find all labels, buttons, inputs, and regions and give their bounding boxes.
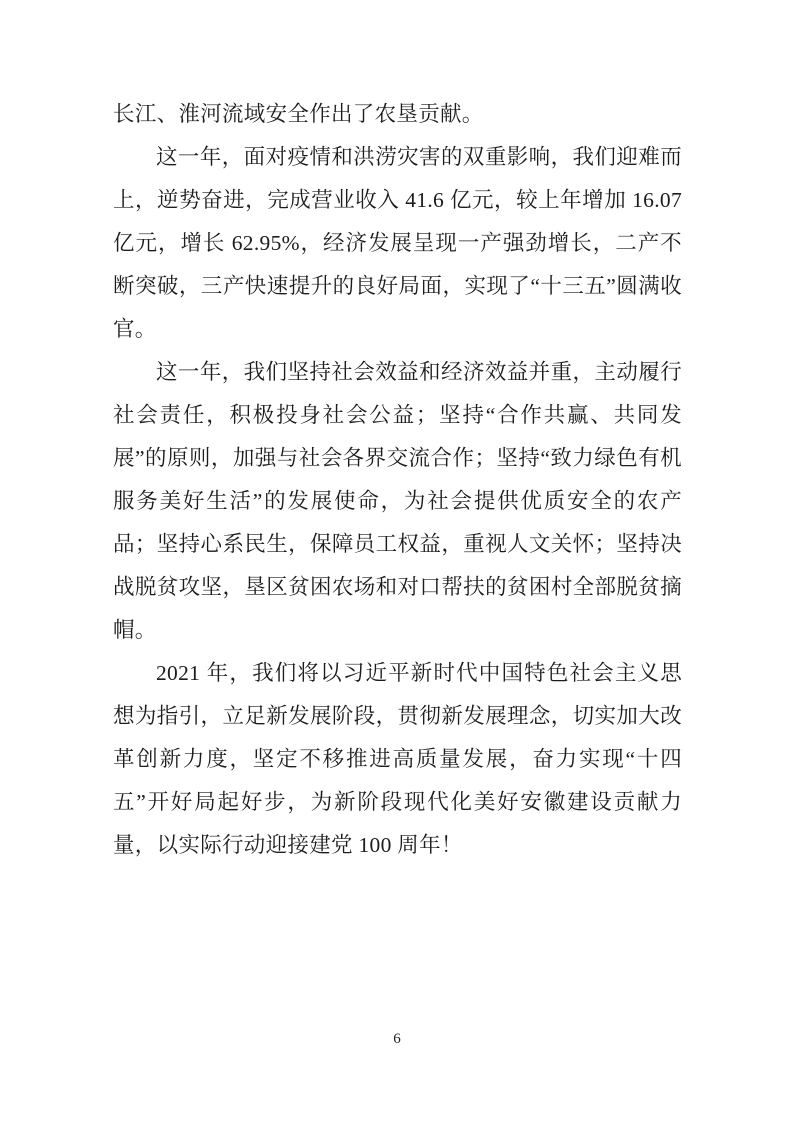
paragraph-continuation: 长江、淮河流域安全作出了农垦贡献。 — [113, 102, 484, 126]
paragraph-2021-outlook: 2021 年，我们将以习近平新时代中国特色社会主义思想为指引，立足新发展阶段，贯彻新发展理念，切实加大改革创新力度，坚定不移推进高质量发展，奋力实现“十四五”开好局起好步，为新阶段现代化美好安徽建设贡献力量，以实际行动迎接建党 100 周年！ — [113, 661, 682, 857]
document-body — [113, 93, 682, 867]
paragraph-year-review-economy: 这一年，面对疫情和洪涝灾害的双重影响，我们迎难而上，逆势奋进，完成营业收入 41.6 亿元，较上年增加 16.07 亿元，增长 62.95%，经济发展呈现一产强劲增长，二产不断突破，三产快速提升的良好局面，实现了“十三五”圆满收官。 — [113, 145, 682, 341]
paragraph-year-review-social: 这一年，我们坚持社会效益和经济效益并重，主动履行社会责任，积极投身社会公益；坚持“合作共赢、共同发展”的原则，加强与社会各界交流合作；坚持“致力绿色有机 服务美好生活”的发展使命，为社会提供优质安全的农产品；坚持心系民生，保障员工权益，重视人文关怀；坚持决战脱贫攻坚，垦区贫困农场和对口帮扶的贫困村全部脱贫摘帽。 — [113, 360, 682, 642]
page-number: 6 — [393, 1031, 401, 1047]
page-footer — [0, 1028, 794, 1050]
